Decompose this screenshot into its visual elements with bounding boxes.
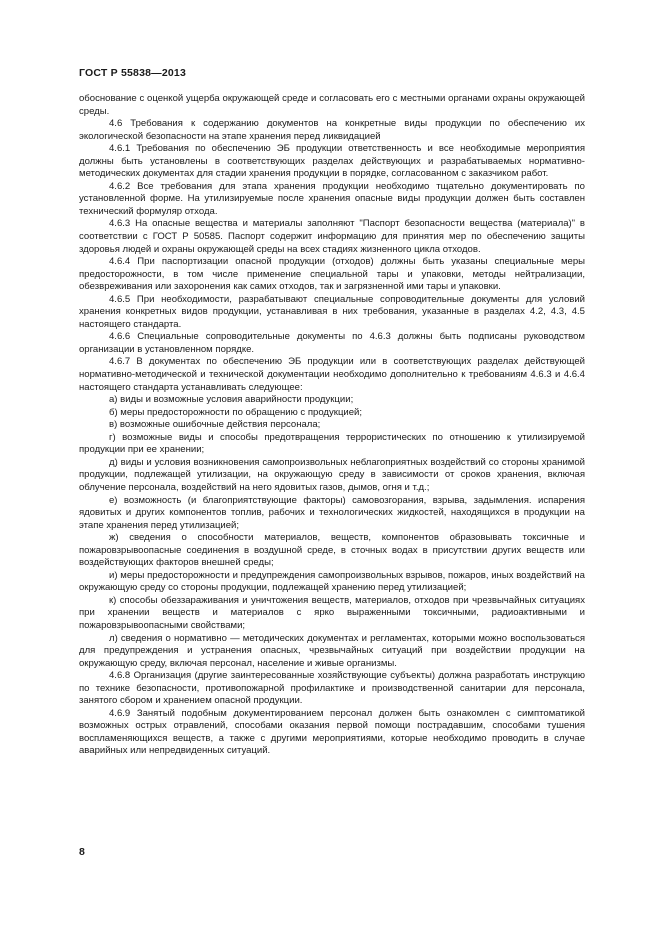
document-body: [79, 93, 585, 758]
clause-4-6-1: 4.6.1 Требования по обеспечению ЭБ продукции ответственность и все необходимые мероприятия должны быть установлены в соответствующих разделах действующих и разрабатываемых нормативно-методических документах для стадии хранения продукции в порядке, согласованном с заказчиком работ.: [79, 143, 585, 180]
list-item-a: а) виды и возможные условия аварийности продукции;: [109, 394, 354, 406]
clause-4-6-6: 4.6.6 Специальные сопроводительные документы по 4.6.3 должны быть подписаны руководством организации в установленном порядке.: [79, 331, 585, 355]
page-number: 8: [79, 846, 85, 858]
list-item-v: в) возможные ошибочные действия персонала;: [109, 419, 321, 431]
clause-4-6-8: 4.6.8 Организация (другие заинтересованные хозяйствующие субъекты) должна разработать инструкцию по технике безопасности, противопожарной профилактике и производственной санитарии для персонала, занятого сбором и хранением опасной продукции.: [79, 670, 585, 707]
list-item-g: г) возможные виды и способы предотвращения террористических по отношению к утилизируемой продукции при ее хранении;: [79, 431, 585, 456]
list-item-i: и) меры предосторожности и предупреждения самопроизвольных взрывов, пожаров, иных воздействий на окружающую среду со стороны продукции, подлежащей хранению перед утилизацией;: [79, 569, 585, 594]
section-4-6-heading: 4.6 Требования к содержанию документов на конкретные виды продукции по обеспечению их экологической безопасности на этапе хранения перед ликвидацией: [79, 118, 585, 142]
clause-4-6-5: 4.6.5 При необходимости, разрабатывают специальные сопроводительные документы для условий хранения конкретных видов продукции, устанавливая в них требования, указанные в разделах 4.2, 4.3, 4.5 настоящего стандарта.: [79, 293, 585, 330]
paragraph-continuation: обоснование с оценкой ущерба окружающей среде и согласовать его с местными органами охраны окружающей среды.: [79, 93, 585, 117]
standard-header: ГОСТ Р 55838—2013: [79, 67, 187, 79]
clause-4-6-7: 4.6.7 В документах по обеспечению ЭБ продукции или в соответствующих разделах действующей нормативно-методической и технической документации необходимо дополнительно к требованиям 4.6.3 и 4.6.4 настоящего стандарта устанавливать следующее:: [79, 356, 585, 393]
clause-4-6-3: 4.6.3 На опасные вещества и материалы заполняют "Паспорт безопасности вещества (материала)" в соответствии с ГОСТ Р 50585. Паспорт содержит информацию для принятия мер по обеспечению защиты здоровья людей и охраны окружающей среды на всех стадиях жизненного цикла отходов.: [79, 218, 585, 255]
clause-4-6-9: 4.6.9 Занятый подобным документированием персонал должен быть ознакомлен с симптоматикой возможных острых отравлений, способами оказания первой помощи пострадавшим, способами тушения воспламеняющихся веществ, а также с другими мероприятиями, которые необходимо проводить в случае аварийных или непредвиденных ситуаций.: [79, 707, 585, 757]
clause-4-6-4: 4.6.4 При паспортизации опасной продукции (отходов) должны быть указаны специальные меры предосторожности, в том числе применение специальной тары и упаковки, методы нейтрализации, обезвреживания или захоронения как самих отходов, так и загрязненной ими тары и упаковки.: [79, 256, 585, 293]
list-item-b: б) меры предосторожности по обращению с продукцией;: [109, 406, 363, 418]
clause-4-6-2: 4.6.2 Все требования для этапа хранения продукции необходимо тщательно документировать по установленной форме. На утилизируемые после хранения опасные виды продукции должен быть составлен технический формуляр отхода.: [79, 180, 585, 217]
list-item-d: д) виды и условия возникновения самопроизвольных неблагоприятных воздействий со стороны хранимой продукции, подлежащей утилизации, на окружающую среду в зависимости от сроков хранения, включая облучение персонала, воздействий на него ядовитых газов, дымов, огня и т.д.;: [79, 456, 585, 493]
list-item-k: к) способы обеззараживания и уничтожения веществ, материалов, отходов при чрезвычайных ситуациях при хранении веществ и материалов с ярко выраженными токсичными, радиоактивными и пожаровзрывоопасными свойствами;: [79, 594, 585, 631]
list-item-l: л) сведения о нормативно — методических документах и регламентах, которыми можно воспользоваться для предупреждения и устранения опасных, чрезвычайных ситуаций при воздействии продукции на окружающую среду, включая персонал, население и живые организмы.: [79, 632, 585, 669]
list-item-e: е) возможность (и благоприятствующие факторы) самовозгорания, взрыва, задымления. испарения ядовитых и других компонентов топлив, рабочих и технологических жидкостей, находящихся в продукции на этапе хранения перед утилизацией;: [79, 494, 585, 531]
list-item-zh: ж) сведения о способности материалов, веществ, компонентов образовывать токсичные и пожаровзрывоопасные соединения в воздушной среде, в сточных водах в присутствии других веществ или воздействующих факторов внешней среды;: [79, 532, 585, 569]
